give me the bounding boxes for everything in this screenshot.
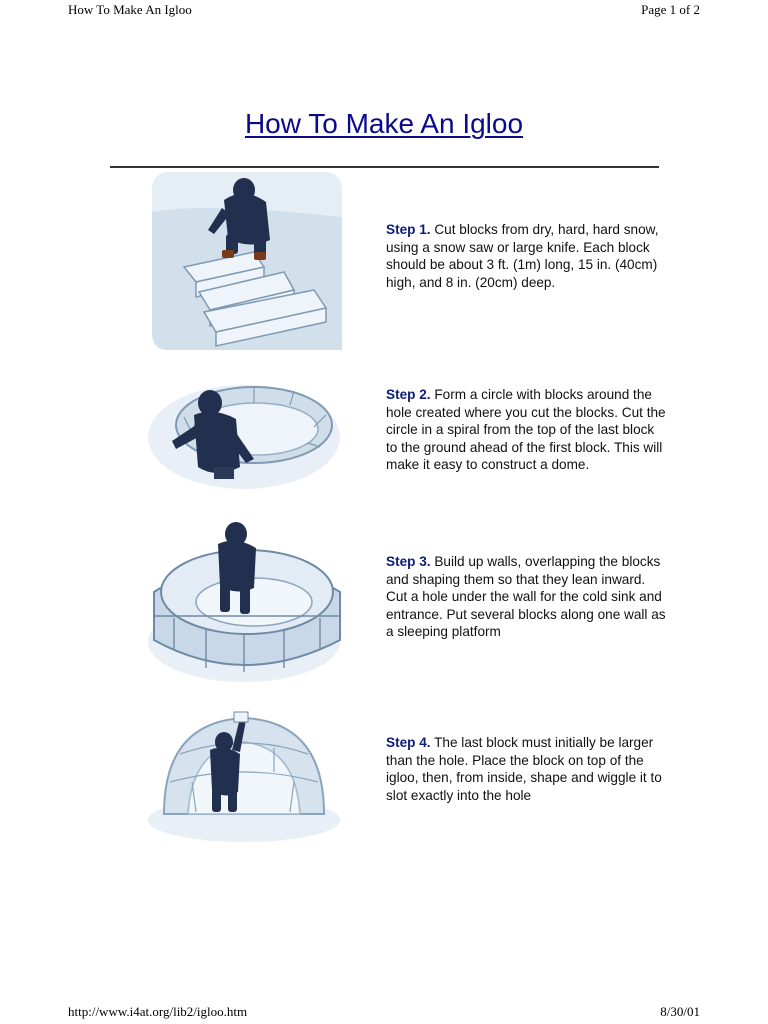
print-footer-url: http://www.i4at.org/lib2/igloo.htm <box>68 1004 248 1019</box>
step-2-description: Form a circle with blocks around the hole created where you cut the blocks. Cut the circle in a spiral from the top of the last block to the ground ahead of the first block. This will make it easy to construct a dome. <box>386 387 666 472</box>
print-header <box>68 2 700 18</box>
step-3-label: Step 3. <box>386 554 431 569</box>
step-1-label: Step 1. <box>386 222 431 237</box>
step-3-description: Build up walls, overlapping the blocks and shaping them so that they lean inward. Cut a hole under the wall for the cold sink and entrance. Put several blocks along one wall as a sleeping platform <box>386 554 666 639</box>
print-footer-date: 8/30/01 <box>660 1004 700 1019</box>
step-4-label: Step 4. <box>386 735 431 750</box>
page-title: How To Make An Igloo <box>244 108 524 139</box>
print-header-page-number: Page 1 of 2 <box>641 2 700 17</box>
step-4-illustration <box>144 702 344 844</box>
step-1-text-block <box>386 221 666 291</box>
step-2-text-block <box>386 386 666 474</box>
print-footer <box>68 1004 700 1020</box>
step-2-illustration <box>144 367 344 492</box>
step-3-text-block <box>386 553 666 641</box>
title-divider <box>110 166 659 168</box>
step-3-illustration <box>144 522 344 687</box>
step-4-description: The last block must initially be larger than the hole. Place the block on top of the igloo, then, from inside, shape and wiggle it to slot exactly into the hole <box>386 735 662 803</box>
step-1-description: Cut blocks from dry, hard, hard snow, using a snow saw or large knife. Each block should be about 3 ft. (1m) long, 15 in. (40cm) high, and 8 in. (20cm) deep. <box>386 222 659 290</box>
step-1-illustration <box>144 172 344 350</box>
step-4-text-block <box>386 734 666 804</box>
step-2-label: Step 2. <box>386 387 431 402</box>
print-header-title: How To Make An Igloo <box>68 2 192 17</box>
